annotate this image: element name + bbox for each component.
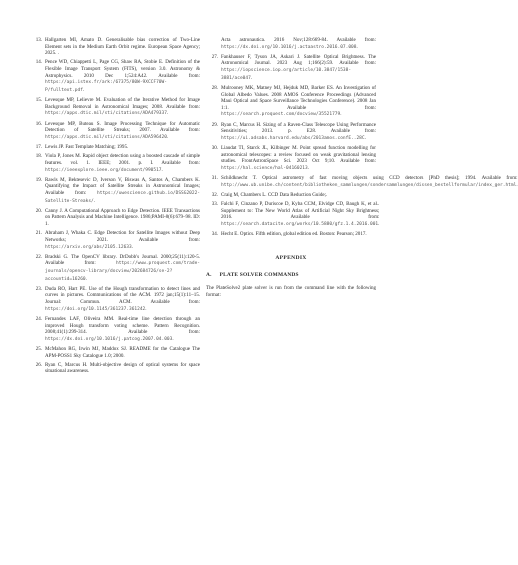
reference-text: Liaudat TI, Starck JL, Kilbinger M. Point spread function modelling for astronomical telescopes: a review focused on weak gravitational lensing studies. FrontAstronSpace Sci. 2023 Oct 9;10. Available from: xyxy=(221,145,376,165)
reference-text: Hallgarten MI, Amato D. Generalisable bias correction of Two-Line Element sets in the Medium Earth Orbit regime. European Space Agency; 2025. . xyxy=(45,37,200,57)
reference-text: Mulrooney MK, Matney MJ, Hejduk MD, Barker ES. An Investigation of Global Albedo Values. 2008 AMOS Conference Proceedings (Advanced Maui Optical and Space Surveillance Technologies Conference). 2008 Jan 1:1. Available from: xyxy=(221,84,376,111)
reference-text: Ryan C, Marcus H. Sizing of a Raven-Class Telescope Using Performance Sensitivities; 2013. p. E28. Available from: xyxy=(221,121,376,135)
reference-body xyxy=(45,286,200,313)
reference-entry xyxy=(30,286,200,313)
reference-body xyxy=(221,175,518,189)
reference-link[interactable]: https://ui.adsabs.harvard.edu/abs/2013amos.confE..28C xyxy=(221,135,365,141)
reference-number: 32. xyxy=(211,192,218,198)
reference-entry xyxy=(30,254,200,283)
reference-text: Pence WD, Chiappetti L, Page CG, Shaw RA, Stobie E. Definition of the Flexible Image Transport System (FITS), version 3.0. Astronomy & Astrophysics. 2010 Dec 1;524:A42. Available from: xyxy=(45,59,200,79)
section-heading xyxy=(206,272,376,278)
reference-body xyxy=(221,201,379,228)
reference-body xyxy=(221,54,376,82)
reference-body xyxy=(221,85,376,119)
reference-link[interactable]: https://search.datacite.org/works/10.5880/gfz.1.4.2016.001 xyxy=(221,222,379,228)
reference-number: 13. xyxy=(35,37,42,43)
appendix-paragraph: The PlateSolve2 plate solver is run from the command line with the following format: xyxy=(206,284,376,298)
reference-tail: . xyxy=(250,74,253,81)
reference-tail: . xyxy=(131,243,133,250)
reference-text: Levesque MP, Buteau S. Image Processing Technique for Automatic Detection of Satellite Streaks; 2007. Available from: xyxy=(45,120,200,134)
reference-tail: . xyxy=(364,134,366,141)
reference-text: Viola P, Jones M. Rapid object detection using a boosted cascade of simple features. vol. 1. IEEE; 2001. p. I. Available from: xyxy=(45,153,200,166)
reference-number: 17. xyxy=(35,144,42,151)
reference-body xyxy=(45,346,200,359)
reference-body xyxy=(45,254,200,283)
reference-body xyxy=(45,316,200,343)
reference-link[interactable]: https://apps.dtic.mil/sti/citations/ADA479337 xyxy=(45,111,167,117)
reference-text: Levesque MP, Lelievre M. Evaluation of the Iterative Method for Image Background Removal in Astronomical Images; 2008. Available from: xyxy=(45,97,200,110)
reference-body xyxy=(45,208,200,228)
reference-tail: . xyxy=(93,197,96,204)
reference-text: McMahon RG, Irwin MJ, Maddox SJ. README for the Catalogue The APM-POSS1 Sky Catalogue 1.0; 2000. xyxy=(45,346,200,359)
reference-text: Lewis JP. Fast Template Matching; 1995. xyxy=(45,144,129,151)
reference-entry xyxy=(206,54,376,82)
reference-entry xyxy=(30,346,200,359)
reference-text: Hecht E. Optics. Fifth edition, global edition ed. Boston: Pearson; 2017. xyxy=(221,231,367,238)
reference-tail: . xyxy=(166,133,169,140)
reference-tail: . xyxy=(82,86,85,93)
reference-text: Schildknecht T. Optical astrometry of fast moving objects using CCD detectors [PhD thesis]; 1994. Available from: xyxy=(221,175,518,182)
reference-entry xyxy=(206,231,376,238)
reference-body xyxy=(221,37,376,51)
reference-entry xyxy=(206,192,376,199)
reference-entry xyxy=(30,316,200,343)
reference-number: 28. xyxy=(211,84,218,91)
reference-entry xyxy=(206,122,376,143)
reference-body xyxy=(221,192,376,199)
reference-text: Fernandes LAF, Oliveira MM. Real-time line detection through an improved Hough transform voting scheme. Pattern Recognition. 2008;41(1):299-314. Available from: xyxy=(45,315,200,336)
reference-text: Duda RO, Hart PE. Use of the Hough transformation to detect lines and curves in pictures. Communications of the ACM. 1972 jan;15(1):11–15. Journal: Commun. ACM. Available from: xyxy=(45,285,200,306)
reference-number: 33. xyxy=(211,201,218,208)
reference-tail: . xyxy=(85,275,87,282)
reference-entry xyxy=(30,97,200,118)
reference-entry xyxy=(206,175,518,189)
reference-entry xyxy=(30,153,200,174)
reference-entry xyxy=(206,201,380,228)
references-right-column xyxy=(206,37,518,298)
reference-link[interactable]: https://www.proquest.com/trade-journals/opencv-library/docview/202684726/se-2?accountid=16260 xyxy=(45,261,200,282)
reference-number: 25. xyxy=(35,346,42,352)
reference-body xyxy=(45,153,200,174)
reference-number: 22. xyxy=(35,253,42,260)
reference-number: 31. xyxy=(211,175,218,182)
reference-tail: . xyxy=(161,166,163,173)
section-letter: A. xyxy=(206,271,212,278)
reference-link[interactable]: https://hal.science/hal-04160213 xyxy=(221,165,308,171)
reference-text: Rawls M, Bektesevic D, Iverson V, Biswas A, Santos A, Chambers K. Quantifying the Impact of Satellite Streaks in Astronomical Images; Available from: xyxy=(45,176,200,196)
reference-link[interactable]: https://apps.dtic.mil/sti/citations/ADA596420 xyxy=(45,134,167,140)
reference-body xyxy=(45,362,200,375)
reference-entry xyxy=(206,145,376,172)
reference-body xyxy=(221,122,376,143)
reference-link[interactable]: https://doi.org/10.1145/361237.361242 xyxy=(45,306,146,312)
appendix-heading: APPENDIX xyxy=(275,254,307,261)
reference-body xyxy=(45,230,200,251)
reference-text: Craig M, Chambers L. CCD Data Reduction Guide;. xyxy=(221,192,328,198)
reference-number: 24. xyxy=(35,315,42,322)
reference-number: 27. xyxy=(211,53,218,60)
reference-link[interactable]: http://www.ub.unibe.ch/content/bibliotheken_sammlungen/sondersammlungen/dissen_bestellformular/index_ger.html xyxy=(221,182,517,188)
reference-tail: . xyxy=(145,305,147,312)
reference-number xyxy=(206,37,221,51)
reference-tail: . xyxy=(356,43,358,50)
reference-number: 14. xyxy=(35,59,42,66)
reference-number: 20. xyxy=(35,207,42,214)
reference-number: 16. xyxy=(35,120,42,127)
reference-link[interactable]: https://iopscience.iop.org/article/10.3847/1538-3881/ace047 xyxy=(221,68,352,81)
reference-text: Falchi F, Cinzano P, Duriscoe D, Kyba CCM, Elvidge CD, Baugh K, et al.. Supplement to: The New World Atlas of Artificial Night Sky Brightness; 2016. Available from: xyxy=(221,201,380,221)
reference-entry xyxy=(30,37,200,57)
reference-entry xyxy=(206,85,376,119)
reference-entry xyxy=(206,37,376,51)
reference-body xyxy=(45,97,200,118)
reference-link[interactable]: https://uwescience.github.io/DSSG2022-Satellite-Streaks/ xyxy=(45,191,200,204)
reference-entry xyxy=(30,230,200,251)
reference-number: 29. xyxy=(211,121,218,128)
reference-number: 15. xyxy=(35,97,42,104)
reference-entry xyxy=(30,144,200,151)
reference-number: 34. xyxy=(211,231,218,238)
reference-entry xyxy=(30,177,200,205)
reference-body xyxy=(45,177,200,205)
reference-link[interactable]: https://search.proquest.com/docview/35521779 xyxy=(221,112,341,118)
reference-tail: . xyxy=(307,164,309,171)
reference-text: Ryan C, Marcus H. Multi-objective design of optical systems for space situational awareness. xyxy=(45,361,200,375)
reference-tail: . xyxy=(340,111,342,118)
reference-link[interactable]: https://dx.doi.org/10.1016/j.actaastro.2016.07.008 xyxy=(221,44,357,50)
reference-text: Acta astronautica. 2016 Nov;128:669-84. Available from: xyxy=(221,37,376,43)
reference-link[interactable]: https://dx.doi.org/10.1016/j.patcog.2007.04.003 xyxy=(45,336,173,342)
reference-entry xyxy=(30,59,200,94)
reference-number: 30. xyxy=(211,145,218,152)
reference-body xyxy=(45,59,200,94)
reference-text: Canny J. A Computational Approach to Edge Detection. IEEE Transactions on Pattern Analysis and Machine Intelligence. 1986;PAMI-8(6):679–98. ID: 1. xyxy=(45,207,200,228)
reference-link[interactable]: https://api.istex.fr/ark:/67375/80W-9XCCF70W-P/fulltext.pdf xyxy=(45,80,167,93)
reference-text: Abraham J, Whaka C. Edge Detection for Satellite Images without Deep Networks; 2021. Available from: xyxy=(45,230,200,243)
reference-body xyxy=(45,37,200,57)
references-left-column xyxy=(30,37,200,378)
reference-number: 21. xyxy=(35,230,42,237)
reference-body xyxy=(45,144,200,151)
reference-tail: . xyxy=(172,335,174,342)
reference-text: Bradski G. The OpenCV library. DrDobb's Journal. 2000;25(11):120-5. Available from: xyxy=(45,253,200,267)
reference-number: 18. xyxy=(35,153,42,160)
reference-entry xyxy=(30,121,200,142)
reference-number: 23. xyxy=(35,285,42,292)
reference-entry xyxy=(30,208,200,228)
reference-number: 26. xyxy=(35,361,42,368)
reference-entry xyxy=(30,362,200,375)
reference-text: Fankhauser F, Tyson JA, Askari J. Satellite Optical Brightness. The Astronomical Journal. 2023 Aug 1;166(2):59. Available from: xyxy=(221,53,376,67)
references-right-list xyxy=(206,37,518,238)
reference-link[interactable]: https://arxiv.org/abs/2105.12633 xyxy=(45,244,132,250)
section-title: PLATE SOLVER COMMANDS xyxy=(219,271,299,278)
reference-tail: . xyxy=(378,221,380,228)
reference-tail: . xyxy=(166,110,169,117)
reference-number: 19. xyxy=(35,176,42,183)
reference-body xyxy=(221,231,376,238)
reference-body xyxy=(221,145,376,172)
reference-link[interactable]: https://ieeexplore.ieee.org/document/990517 xyxy=(45,167,162,173)
reference-body xyxy=(45,121,200,142)
reference-tail: . xyxy=(516,181,518,188)
